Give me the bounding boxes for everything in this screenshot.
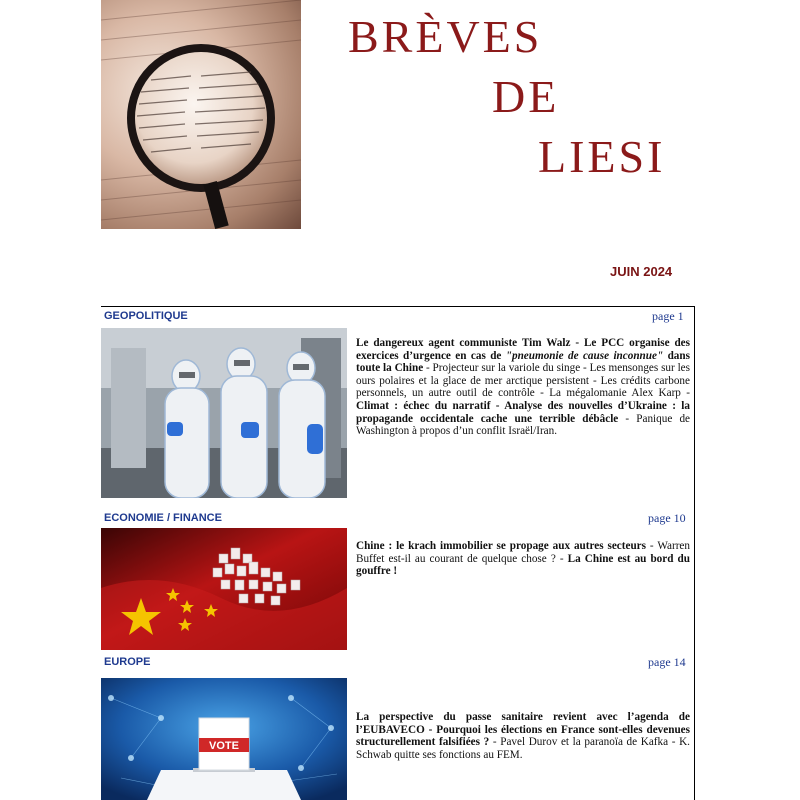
- title-line-2: DE: [492, 71, 560, 122]
- section-title-economie: ECONOMIE / FINANCE: [104, 512, 222, 524]
- hazmat-workers-image: [101, 328, 347, 498]
- blurb-part: Chine : le krach immobilier se propage aux autres secteurs: [356, 540, 646, 552]
- blurb-part: - Pavel Durov et la paranoïa de Kafka - K. Schwab quitte ses fonctions au FEM.: [356, 736, 690, 761]
- section-title-europe: EUROPE: [104, 656, 151, 668]
- title-line-1: BRÈVES: [348, 11, 543, 62]
- blurb-part: Climat : échec du narratif - Analyse des nouvelles d’Ukraine : la propagande occidentale cache une terrible débâcle: [356, 399, 690, 425]
- blurb-economie: [356, 540, 690, 578]
- blurb-geopolitique: [356, 337, 690, 438]
- blurb-part: dans toute la Chine: [356, 349, 690, 375]
- frame-right-border: [694, 306, 695, 800]
- vote-label: VOTE: [209, 740, 239, 752]
- blurb-part: Le dangereux agent communiste Tim Walz - Le PCC organise des exercices d’urgence en cas de: [356, 337, 690, 362]
- china-flag-houses-image: [101, 528, 347, 650]
- frame-top-border: [101, 306, 695, 307]
- blurb-part: La perspective du passe sanitaire revient avec l’agenda de l’EUBAVECO - Pourquoi les élections en France sont-elles devenues structurellement falsifiées ?: [356, 711, 690, 749]
- magnifying-glass-icon: [101, 0, 301, 229]
- title-line-3: LIESI: [538, 131, 666, 182]
- blurb-part: - Panique de Washington à propos d’un conflit Israël/Iran.: [356, 412, 691, 438]
- page-ref-economie[interactable]: page 10: [648, 511, 686, 525]
- blurb-part: La Chine est au bord du gouffre !: [356, 552, 690, 578]
- blurb-europe: [356, 711, 690, 761]
- hero-magnifier-image: [101, 0, 301, 229]
- page-ref-europe[interactable]: page 14: [648, 655, 686, 669]
- blurb-part: - Projecteur sur la variole du singe - Les mensonges sur les ours polaires et la glace de mer arctique persistent - Les crédits carbone personnels, un autre outil de contrôle - La mégalomanie Alex Karp -: [356, 362, 690, 400]
- section-title-geopolitique: GEOPOLITIQUE: [104, 310, 188, 322]
- blurb-part: "pneumonie de cause inconnue": [505, 349, 664, 362]
- blurb-part: - Warren Buffet est-il au courant de quelque chose ? -: [356, 540, 690, 565]
- page-ref-geopolitique[interactable]: page 1: [652, 309, 684, 323]
- vote-ballot-box-image: [101, 678, 347, 800]
- issue-date: JUIN 2024: [610, 264, 673, 279]
